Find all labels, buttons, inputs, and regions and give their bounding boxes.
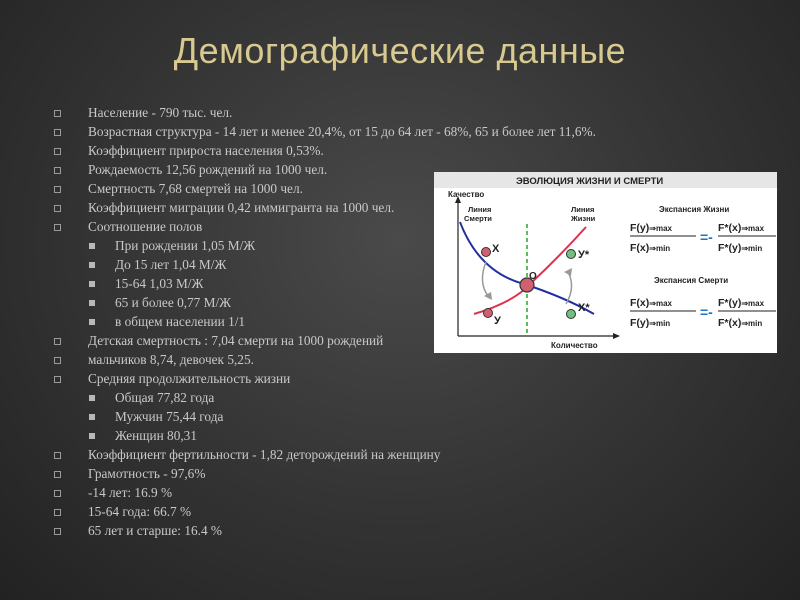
bullet-text: Рождаемость 12,56 рождений на 1000 чел. bbox=[88, 162, 328, 177]
bullet-text: До 15 лет 1,04 М/Ж bbox=[115, 257, 227, 272]
bullet-text: Коэффициент прироста населения 0,53%. bbox=[88, 143, 324, 158]
bullet-marker-icon bbox=[54, 509, 61, 516]
bullet-text: Смертность 7,68 смертей на 1000 чел. bbox=[88, 181, 303, 196]
bullet-marker-icon bbox=[89, 281, 95, 287]
right-cycle-arrow bbox=[566, 272, 572, 304]
bullet-marker-icon bbox=[89, 395, 95, 401]
bullet-marker-icon bbox=[89, 300, 95, 306]
bullet-text: 15-64 1,03 М/Ж bbox=[115, 276, 204, 291]
left-cycle-arrowhead bbox=[484, 292, 492, 300]
left-cycle-arrow bbox=[482, 262, 488, 296]
evolution-diagram bbox=[434, 172, 777, 353]
bullet-item bbox=[48, 369, 608, 388]
bullet-item bbox=[48, 502, 608, 521]
point-o-label: О bbox=[529, 271, 537, 282]
point-x bbox=[482, 248, 491, 257]
bullet-text: 15-64 года: 66.7 % bbox=[88, 504, 192, 519]
bullet-marker-icon bbox=[89, 262, 95, 268]
bullet-marker-icon bbox=[54, 452, 61, 459]
death-expansion-heading: Экспансия Смерти bbox=[654, 276, 729, 285]
bullet-marker-icon bbox=[54, 357, 61, 364]
bullet-text: Средняя продолжительность жизни bbox=[88, 371, 291, 386]
bullet-item bbox=[48, 483, 608, 502]
bullet-marker-icon bbox=[89, 414, 95, 420]
death-line-label-2: Смерти bbox=[464, 214, 492, 223]
point-ystar-label: У* bbox=[578, 249, 590, 261]
slide-title: Демографические данные bbox=[173, 30, 627, 71]
point-xstar-label: X* bbox=[578, 302, 590, 314]
death-num-left: F(x)⇒max bbox=[630, 297, 672, 309]
x-axis-label: Количество bbox=[551, 341, 598, 350]
diagram-heading: ЭВОЛЮЦИЯ ЖИЗНИ И СМЕРТИ bbox=[516, 176, 664, 187]
bullet-text: 65 лет и старше: 16.4 % bbox=[88, 523, 222, 538]
life-expansion-heading: Экспансия Жизни bbox=[659, 205, 730, 214]
bullet-marker-icon bbox=[54, 186, 61, 193]
bullet-text: Население - 790 тыс. чел. bbox=[88, 105, 233, 120]
point-xstar bbox=[567, 310, 576, 319]
bullet-item bbox=[48, 103, 608, 122]
life-den-left: F(x)⇒min bbox=[630, 242, 671, 254]
bullet-marker-icon bbox=[54, 110, 61, 117]
bullet-text: Мужчин 75,44 года bbox=[115, 409, 224, 424]
bullet-marker-icon bbox=[54, 167, 61, 174]
bullet-text: 65 и более 0,77 М/Ж bbox=[115, 295, 232, 310]
bullet-marker-icon bbox=[54, 224, 61, 231]
life-num-left: F(y)⇒max bbox=[630, 222, 672, 234]
death-equals-minus: =- bbox=[700, 304, 713, 320]
bullet-item bbox=[48, 141, 608, 160]
death-den-left: F(y)⇒min bbox=[630, 317, 671, 329]
bullet-marker-icon bbox=[54, 129, 61, 136]
bullet-marker-icon bbox=[54, 338, 61, 345]
bullet-item bbox=[48, 521, 608, 540]
point-x-label: X bbox=[492, 243, 500, 255]
point-ystar bbox=[567, 250, 576, 259]
bullet-text: Возрастная структура - 14 лет и менее 20,4%, от 15 до 64 лет - 68%, 65 и более лет 11,6%. bbox=[88, 124, 596, 139]
sub-bullet-item bbox=[48, 407, 608, 426]
sub-bullet-item bbox=[48, 388, 608, 407]
point-y-label: У bbox=[494, 315, 501, 327]
bullet-marker-icon bbox=[54, 376, 61, 383]
bullet-text: Коэффициент миграции 0,42 иммигранта на 1000 чел. bbox=[88, 200, 395, 215]
life-line-label-2: Жизни bbox=[571, 214, 596, 223]
x-axis-arrow bbox=[613, 333, 620, 339]
bullet-item bbox=[48, 464, 608, 483]
bullet-item bbox=[48, 122, 608, 141]
life-equals-minus: =- bbox=[700, 229, 713, 245]
life-den-right: F*(y)⇒min bbox=[718, 242, 763, 254]
bullet-text: Грамотность - 97,6% bbox=[88, 466, 206, 481]
point-y bbox=[484, 309, 493, 318]
bullet-marker-icon bbox=[89, 243, 95, 249]
bullet-text: в общем населении 1/1 bbox=[115, 314, 246, 329]
life-num-right: F*(x)⇒max bbox=[718, 222, 765, 234]
bullet-marker-icon bbox=[54, 471, 61, 478]
bullet-text: Общая 77,82 года bbox=[115, 390, 215, 405]
y-axis-label: Качество bbox=[448, 190, 485, 199]
bullet-marker-icon bbox=[54, 490, 61, 497]
bullet-text: Коэффициент фертильности - 1,82 деторождений на женщину bbox=[88, 447, 441, 462]
bullet-text: Соотношение полов bbox=[88, 219, 203, 234]
bullet-marker-icon bbox=[54, 528, 61, 535]
bullet-marker-icon bbox=[54, 148, 61, 155]
sub-bullet-item bbox=[48, 426, 608, 445]
bullet-item bbox=[48, 445, 608, 464]
bullet-text: При рождении 1,05 М/Ж bbox=[115, 238, 256, 253]
life-line-label-1: Линия bbox=[571, 205, 595, 214]
bullet-marker-icon bbox=[89, 319, 95, 325]
bullet-marker-icon bbox=[54, 205, 61, 212]
bullet-text: -14 лет: 16.9 % bbox=[88, 485, 173, 500]
death-num-right: F*(y)⇒max bbox=[718, 297, 765, 309]
death-line-label-1: Линия bbox=[468, 205, 492, 214]
diagram-svg bbox=[434, 172, 777, 353]
bullet-text: мальчиков 8,74, девочек 5,25. bbox=[88, 352, 254, 367]
bullet-marker-icon bbox=[89, 433, 95, 439]
death-den-right: F*(x)⇒min bbox=[718, 317, 763, 329]
bullet-text: Женщин 80,31 bbox=[115, 428, 197, 443]
bullet-text: Детская смертность : 7,04 смерти на 1000 рождений bbox=[88, 333, 384, 348]
right-cycle-arrowhead bbox=[564, 268, 572, 276]
